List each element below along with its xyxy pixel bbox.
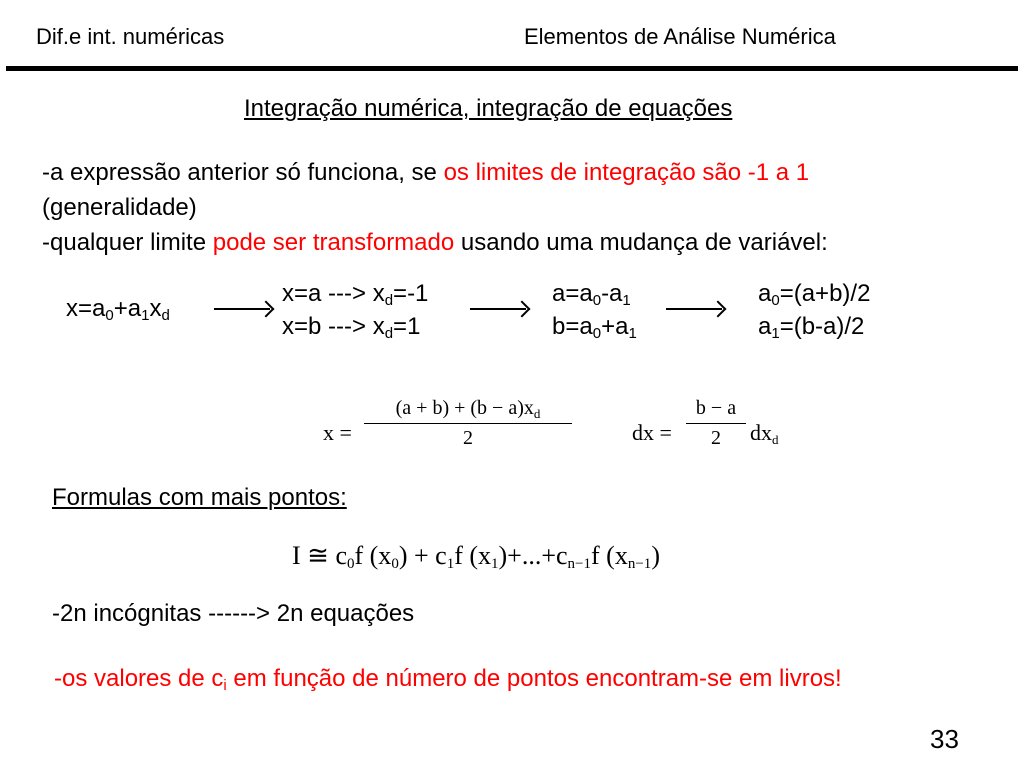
slide-title: Integração numérica, integração de equações [244, 95, 733, 122]
system-eq-1: $a=a_0-a_1$ [552, 280, 631, 309]
solution-a1: $a_1=(b-a)/2$ [758, 313, 865, 342]
paragraph-2 [42, 229, 828, 257]
formula-dx-rhs: $dx_d$ [750, 420, 779, 447]
header-divider [6, 66, 1018, 71]
red-note: -os valores de $c_i$ em função de número de pontos encontram-se em livros! [54, 665, 842, 694]
solution-a0: $a_0=(a+b)/2$ [758, 280, 871, 309]
paragraph-1-highlight: os limites de integração são -1 a 1 [443, 159, 810, 186]
paragraph-2-tail: usando uma mudança de variável: [454, 229, 828, 256]
paragraph-2-highlight: pode ser transformado [212, 229, 455, 256]
arrow-right-icon [214, 308, 270, 310]
header-right: Elementos de Análise Numérica [524, 24, 836, 49]
formula-dx-denominator: 2 [711, 427, 721, 449]
x-substitution: $x=a_0+a_1x_d$ [66, 295, 170, 324]
fraction-bar [686, 423, 746, 424]
quadrature-formula: I ≅ $c_0f$ $(x_0) + c_1f$ $(x_1)+...+c_{n-1}f$ $(x_{n-1})$ [292, 541, 660, 572]
page-number: 33 [930, 724, 959, 754]
fraction-bar [364, 423, 572, 424]
paragraph-2-text: -qualquer limite [42, 229, 213, 256]
paragraph-1-text: -a expressão anterior só funciona, se [42, 159, 444, 186]
formula-x-fraction [364, 397, 572, 450]
formula-x-denominator: 2 [463, 427, 473, 449]
formulas-heading: Formulas com mais pontos: [52, 484, 347, 511]
limit-lower: x=a ---> $x_d=-1$ [282, 280, 429, 309]
formula-dx-lhs: dx = [632, 420, 672, 445]
system-eq-2: $b=a_0+a_1$ [552, 313, 637, 342]
formula-dx-numerator: b − a [695, 397, 737, 419]
paragraph-1-cont: (generalidade) [42, 194, 197, 221]
header-left: Dif.e int. numéricas [36, 24, 225, 49]
formula-dx-fraction [686, 397, 746, 450]
limit-upper: x=b ---> $x_d=1$ [282, 313, 421, 342]
unknowns-equations: -2n incógnitas ------> 2n equações [52, 600, 415, 627]
formula-x-numerator: $(a + b) + (b - a)x_d$ [395, 397, 541, 421]
arrow-right-icon [470, 308, 526, 310]
formula-x-lhs: x = [323, 420, 352, 445]
arrow-right-icon [666, 308, 722, 310]
paragraph-1 [42, 159, 809, 187]
